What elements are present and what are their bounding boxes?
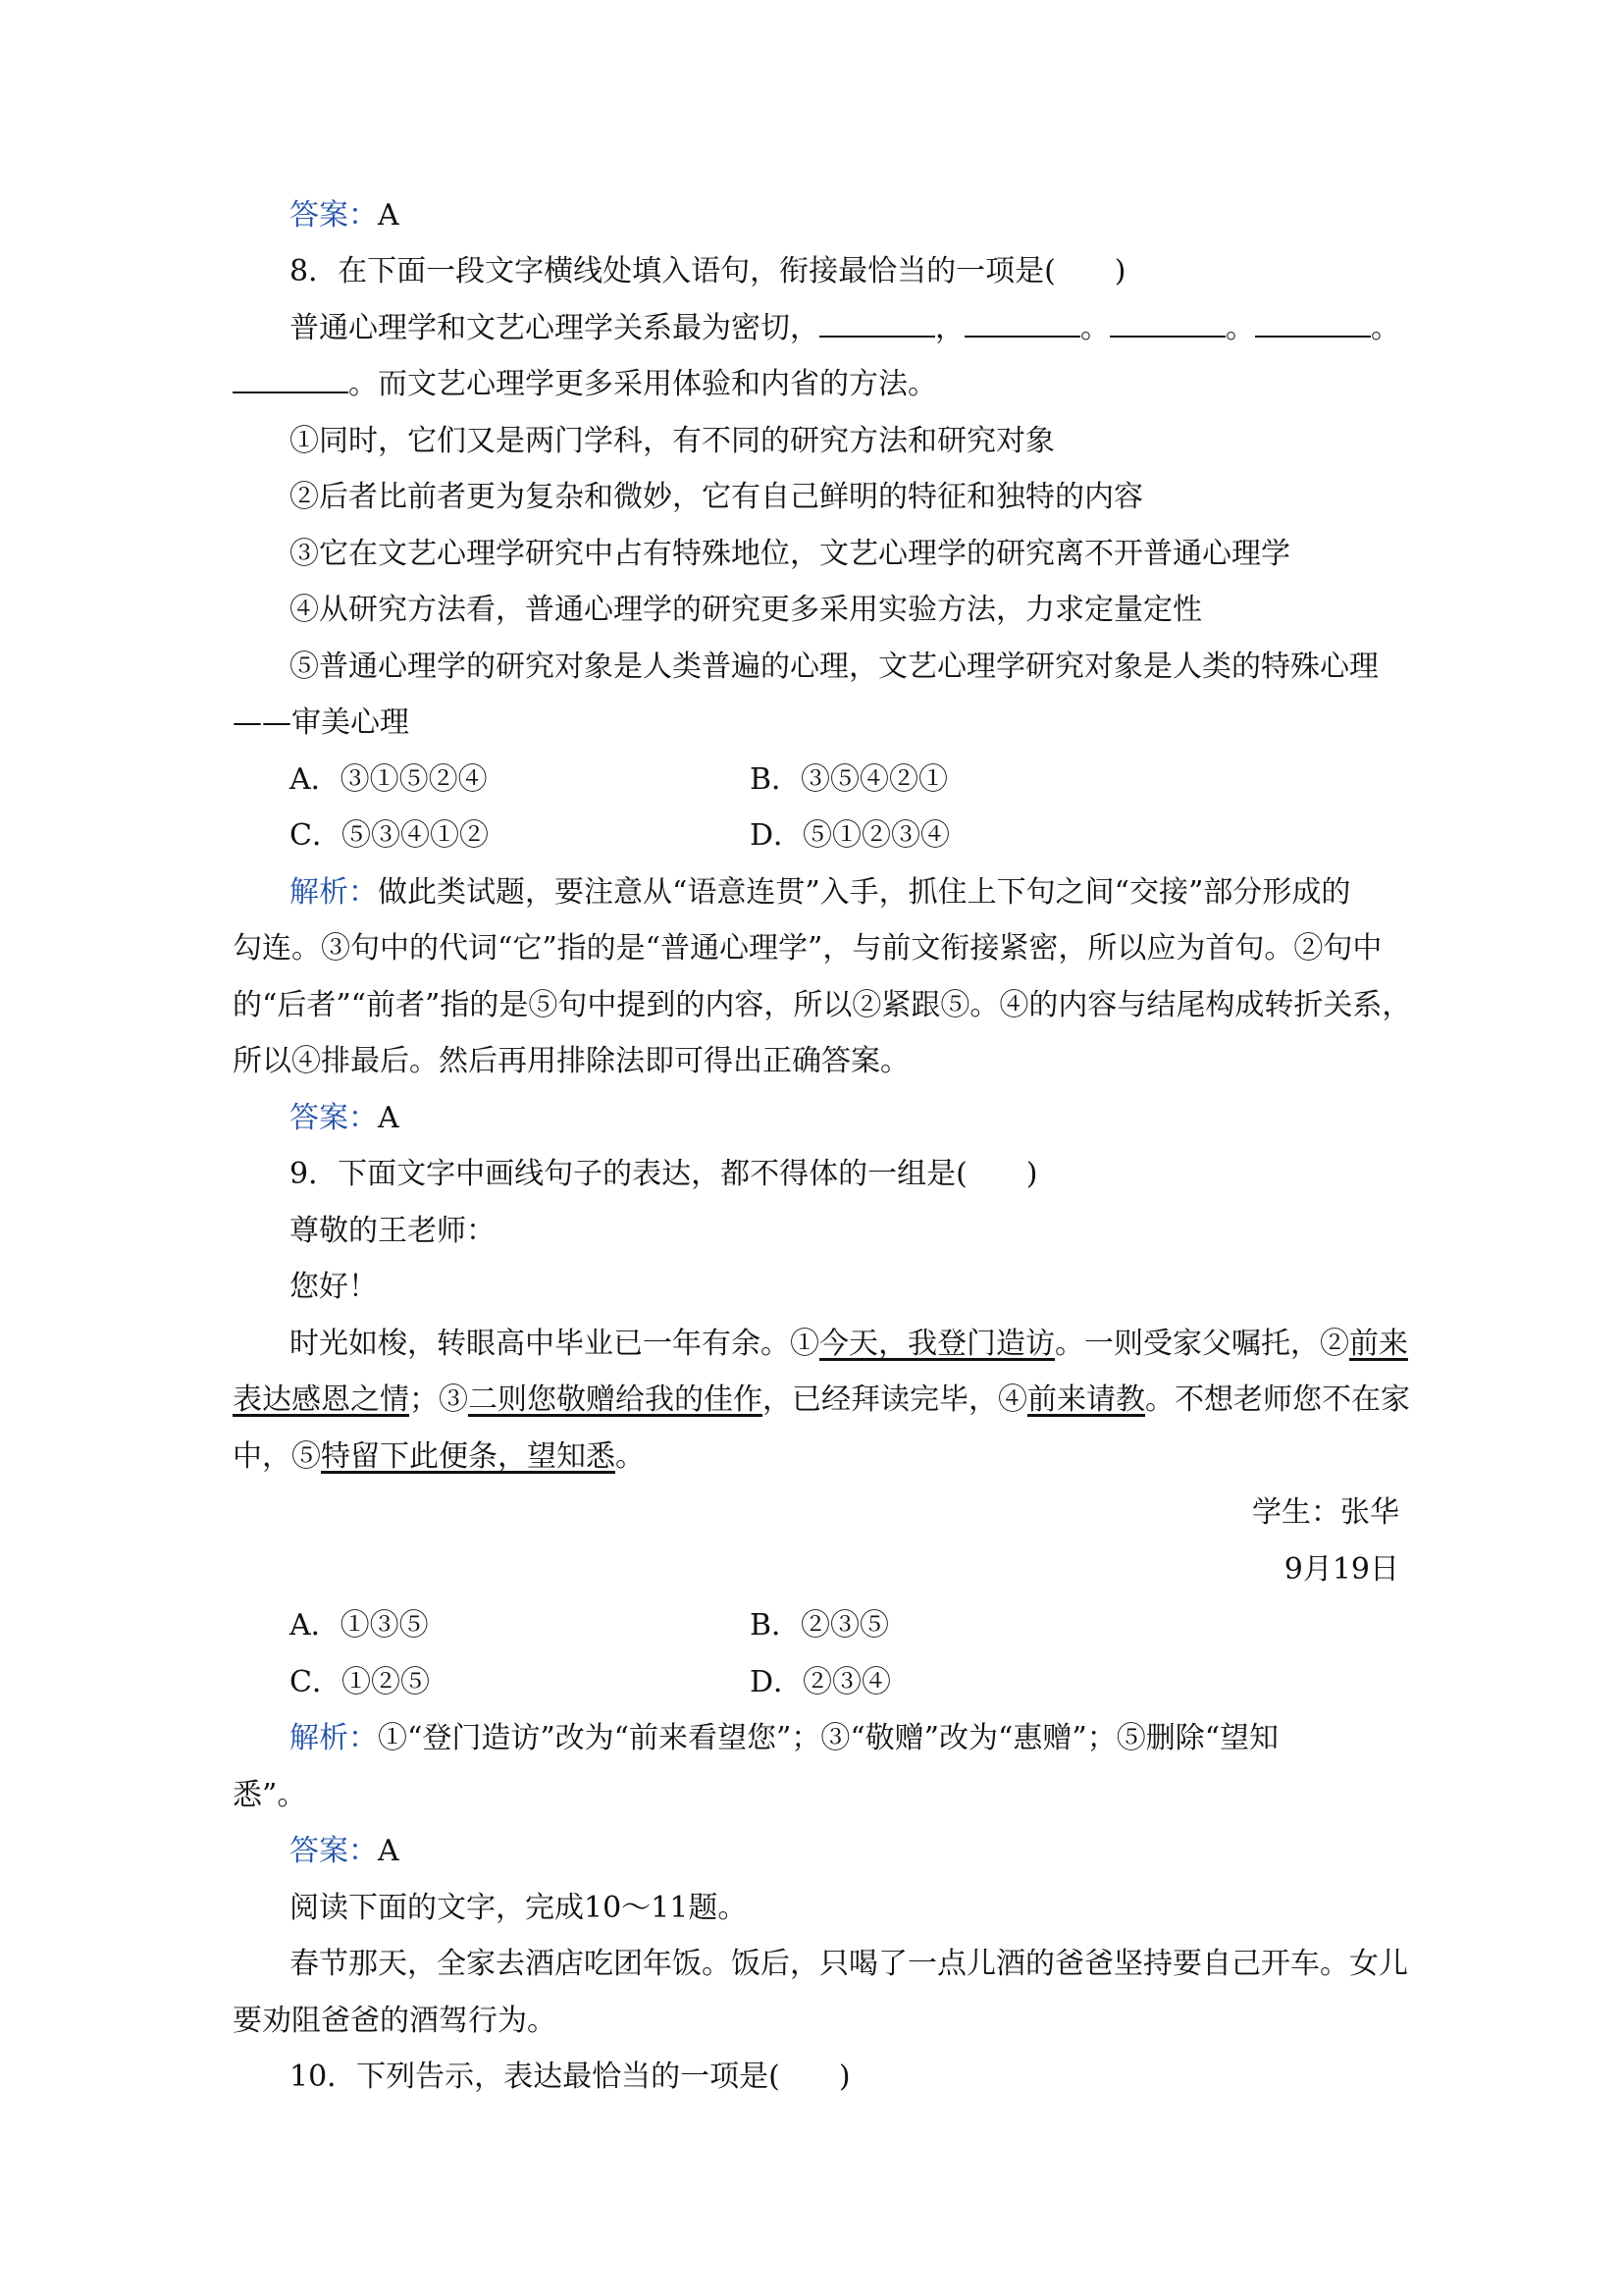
analysis-text: 做此类试题，要注意从“语意连贯”入手，抓住上下句之间“交接”部分形成的 (378, 875, 1351, 910)
analysis-text: ①“登门造访”改为“前来看望您”；③“敬赠”改为“惠赠”；⑤删除“望知 (378, 1721, 1280, 1755)
letter-text: ；③ (409, 1383, 468, 1417)
q8-analysis-line1 (289, 873, 1350, 913)
q9-greeting-1: 尊敬的王老师： (289, 1214, 496, 1248)
analysis-label: 解析： (289, 875, 378, 910)
q9-letter-line1 (289, 1325, 1408, 1364)
q9-letter-line3 (233, 1437, 645, 1477)
underlined-sentence-2a: 前来 (1349, 1327, 1408, 1361)
blank-2 (965, 310, 1080, 338)
underlined-sentence-3: 二则您敬赠给我的佳作 (468, 1383, 762, 1417)
answer-label: 答案： (289, 1834, 378, 1868)
sep: 。 (1371, 311, 1400, 345)
sep: ， (935, 311, 965, 345)
answer-label: 答案： (289, 198, 378, 233)
sep: 。 (1080, 311, 1110, 345)
underlined-sentence-1: 今天，我登门造访 (819, 1327, 1055, 1361)
letter-text: 时光如梭，转眼高中毕业已一年有余。① (289, 1327, 819, 1361)
q8-stem: 8．在下面一段文字横线处填入语句，衔接最恰当的一项是( ) (289, 254, 1126, 288)
q8-sentence-4: ④从研究方法看，普通心理学的研究更多采用实验方法，力求定量定性 (289, 593, 1202, 627)
reading-intro: 阅读下面的文字，完成10～11题。 (289, 1891, 748, 1925)
q8-sentence-3: ③它在文艺心理学研究中占有特殊地位，文艺心理学的研究离不开普通心理学 (289, 537, 1290, 571)
q9-option-b: B．②③⑤ (750, 1608, 890, 1643)
letter-text: 中，⑤ (233, 1439, 321, 1474)
q8-option-c: C．⑤③④①② (289, 818, 489, 853)
blank-4 (1255, 310, 1371, 338)
blank-1 (819, 310, 935, 338)
reading-paragraph-line1: 春节那天，全家去酒店吃团年饭。饭后，只喝了一点儿酒的爸爸坚持要自己开车。女儿 (289, 1947, 1408, 1981)
q8-option-a: A．③①⑤②④ (289, 762, 488, 797)
reading-paragraph-line2: 要劝阻爸爸的酒驾行为。 (233, 2004, 556, 2038)
q8-sentence-1: ①同时，它们又是两门学科，有不同的研究方法和研究对象 (289, 424, 1055, 458)
q9-analysis-line2: 悉”。 (233, 1778, 307, 1812)
underlined-sentence-2b: 表达感恩之情 (233, 1383, 409, 1417)
q8-para-end: 。而文艺心理学更多采用体验和内省的方法。 (348, 367, 937, 401)
q7-answer (289, 196, 399, 235)
letter-text: ，已经拜读完毕，④ (762, 1383, 1027, 1417)
q9-option-a: A．①③⑤ (289, 1608, 429, 1643)
blank-5 (233, 366, 348, 393)
q8-para-text: 普通心理学和文艺心理学关系最为密切， (289, 311, 819, 345)
q9-option-d: D．②③④ (750, 1665, 892, 1699)
answer-label: 答案： (289, 1101, 378, 1135)
q9-stem: 9．下面文字中画线句子的表达，都不得体的一组是( ) (289, 1157, 1038, 1191)
underlined-sentence-4: 前来请教 (1027, 1383, 1145, 1417)
q8-answer (289, 1099, 399, 1138)
q8-option-d: D．⑤①②③④ (750, 818, 951, 853)
q8-paragraph-line1 (289, 309, 1400, 348)
answer-value: A (378, 1834, 399, 1868)
q9-analysis-line1 (289, 1719, 1279, 1758)
q8-option-b: B．③⑤④②① (750, 762, 949, 797)
q9-answer (289, 1832, 399, 1871)
letter-text: 。 (615, 1439, 645, 1474)
letter-text: 。一则受家父嘱托，② (1055, 1327, 1349, 1361)
q8-sentence-2: ②后者比前者更为复杂和微妙，它有自己鲜明的特征和独特的内容 (289, 480, 1143, 514)
sep: 。 (1226, 311, 1255, 345)
q10-stem: 10．下列告示，表达最恰当的一项是( ) (289, 2060, 851, 2094)
answer-value: A (378, 1101, 399, 1135)
underlined-sentence-5: 特留下此便条，望知悉 (321, 1439, 615, 1474)
q8-sentence-5-line2: ——审美心理 (233, 705, 409, 740)
q9-signature: 学生：张华 (1252, 1495, 1399, 1530)
q8-paragraph-line2 (233, 365, 937, 404)
q8-analysis-line3: 的“后者”“前者”指的是⑤句中提到的内容，所以②紧跟⑤。④的内容与结尾构成转折关系， (233, 988, 1412, 1022)
answer-value: A (378, 198, 399, 233)
q8-analysis-line2: 勾连。③句中的代词“它”指的是“普通心理学”，与前文衔接紧密，所以应为首句。②句中 (233, 931, 1383, 965)
q9-option-c: C．①②⑤ (289, 1665, 430, 1699)
q9-letter-line2 (233, 1381, 1410, 1420)
analysis-label: 解析： (289, 1721, 378, 1755)
letter-text: 。不想老师您不在家 (1145, 1383, 1410, 1417)
q8-sentence-5-line1: ⑤普通心理学的研究对象是人类普遍的心理，文艺心理学研究对象是人类的特殊心理 (289, 650, 1379, 684)
q9-greeting-2: 您好！ (289, 1270, 378, 1304)
blank-3 (1110, 310, 1226, 338)
q9-date: 9月19日 (1283, 1552, 1399, 1587)
q8-analysis-line4: 所以④排最后。然后再用排除法即可得出正确答案。 (233, 1044, 910, 1078)
